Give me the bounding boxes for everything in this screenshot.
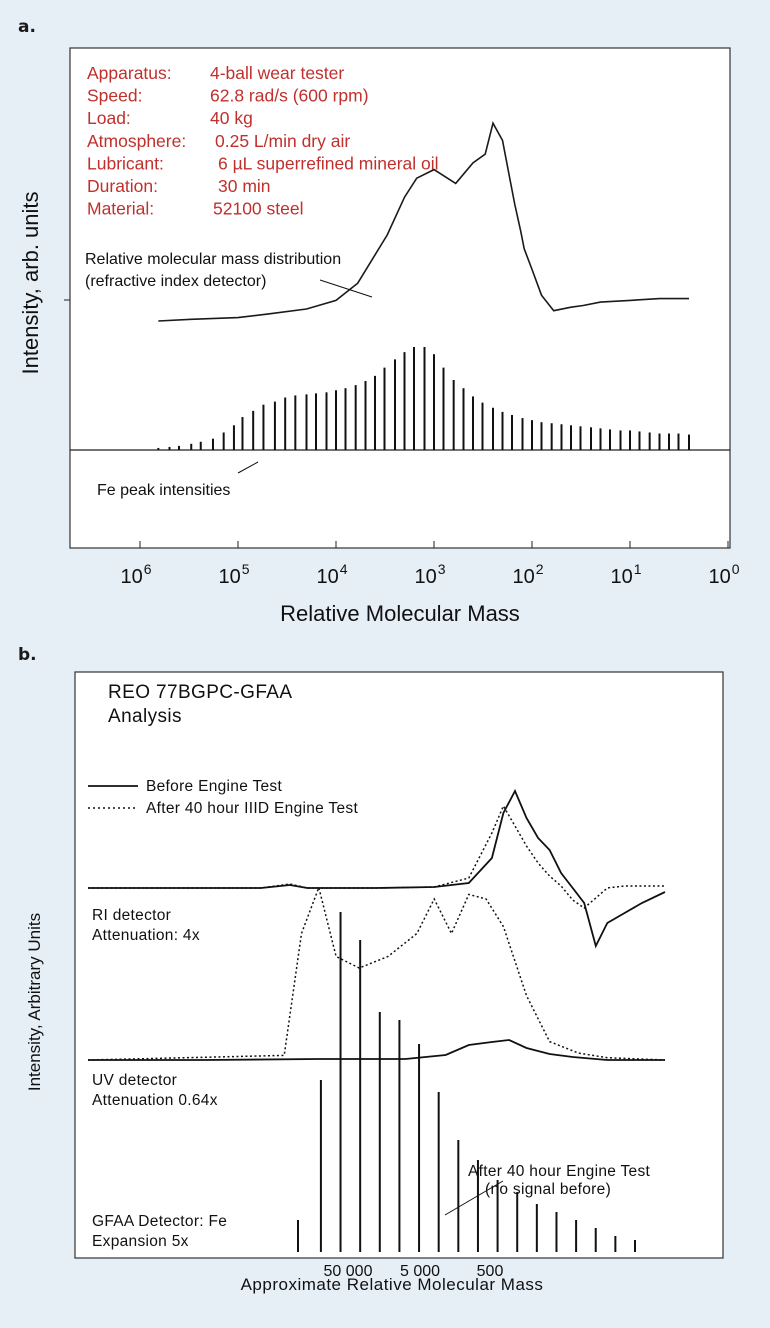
parameter-value: 40 kg xyxy=(210,108,253,129)
panel-a xyxy=(18,48,740,626)
panel-b xyxy=(25,672,723,1294)
panel-b-x-axis-title: Approximate Relative Molecular Mass xyxy=(240,1275,544,1294)
gfaa-expansion-label: Expansion 5x xyxy=(92,1233,189,1250)
panel-a-x-tick-label: $10^4$ xyxy=(316,561,348,588)
panel-b-title-line2: Analysis xyxy=(108,706,182,727)
parameter-label: Material: xyxy=(87,198,155,219)
parameter-value: 6 µL superrefined mineral oil xyxy=(218,153,439,174)
panel-a-y-axis-title: Intensity, arb. units xyxy=(18,191,43,375)
parameter-label: Atmosphere: xyxy=(87,130,187,151)
parameter-label: Lubricant: xyxy=(87,153,164,174)
panel-b-x-tick-label: 5 000 xyxy=(399,1263,441,1280)
panel-a-x-tick-label: $10^1$ xyxy=(610,561,642,588)
ri-annotation-line2: (refractive index detector) xyxy=(85,273,267,290)
panel-a-x-tick-label: $10^0$ xyxy=(708,561,740,588)
parameter-value: 4-ball wear tester xyxy=(210,63,345,83)
legend-solid-label: Before Engine Test xyxy=(146,778,283,795)
legend-dotted-label: After 40 hour IIID Engine Test xyxy=(146,800,359,817)
panel-a-plot-area xyxy=(70,48,730,548)
parameter-label: Speed: xyxy=(87,85,143,106)
after-annotation-line2: (no signal before) xyxy=(485,1181,612,1198)
parameter-label: Load: xyxy=(87,108,131,129)
parameter-label: Duration: xyxy=(87,176,159,196)
panel-b-x-tick-label: 50 000 xyxy=(323,1263,373,1280)
panel-a-x-tick-label: $10^5$ xyxy=(218,561,250,588)
parameter-value: 0.25 L/min dry air xyxy=(215,130,351,151)
ri-detector-label: RI detector xyxy=(92,907,172,924)
panel-a-x-tick-label: $10^3$ xyxy=(414,561,446,588)
panel-b-x-tick-label: 500 xyxy=(476,1263,504,1280)
panel-b-letter: b. xyxy=(18,645,37,665)
panel-a-x-tick-label: $10^2$ xyxy=(512,561,544,588)
parameter-value: 30 min xyxy=(218,176,271,196)
parameter-label: Apparatus: xyxy=(87,63,172,83)
after-annotation-line1: After 40 hour Engine Test xyxy=(468,1163,651,1180)
parameter-value: 52100 steel xyxy=(213,198,304,219)
panel-a-x-tick-label: $10^6$ xyxy=(120,561,152,588)
uv-detector-label: UV detector xyxy=(92,1072,178,1089)
panel-a-letter: a. xyxy=(18,17,36,37)
panel-a-x-axis-title: Relative Molecular Mass xyxy=(280,601,520,626)
ri-attenuation-label: Attenuation: 4x xyxy=(92,927,200,944)
gfaa-detector-label: GFAA Detector: Fe xyxy=(92,1213,228,1230)
fe-annotation: Fe peak intensities xyxy=(97,482,231,499)
parameter-value: 62.8 rad/s (600 rpm) xyxy=(210,85,369,106)
ri-annotation-line1: Relative molecular mass distribution xyxy=(85,251,342,268)
uv-attenuation-label: Attenuation 0.64x xyxy=(92,1092,218,1109)
panel-b-title-line1: REO 77BGPC-GFAA xyxy=(108,682,293,703)
panel-b-y-axis-title: Intensity, Arbitrary Units xyxy=(25,912,44,1092)
